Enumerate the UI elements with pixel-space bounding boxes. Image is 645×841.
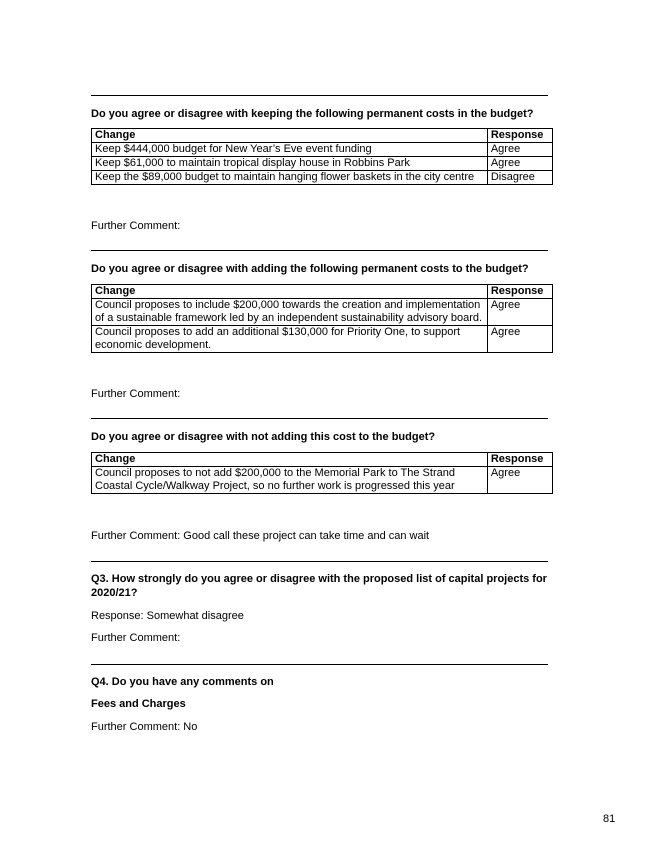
change-cell: Council proposes to include $200,000 towards the creation and implementation of a sustainable framework led by an independent sustainability advisory board. (92, 299, 488, 326)
response-cell: Agree (487, 143, 552, 157)
table-row (92, 157, 553, 171)
section1-comment: Further Comment: (91, 220, 181, 232)
change-cell: Council proposes to not add $200,000 to the Memorial Park to The Strand Coastal Cycle/Walkway Project, so no further work is progressed this year (92, 467, 488, 494)
table-header-row (92, 129, 553, 143)
table-row (92, 171, 553, 185)
section3-table (91, 452, 553, 494)
header-response: Response (487, 129, 552, 143)
divider-rule (91, 95, 548, 96)
response-cell: Agree (487, 467, 552, 494)
q3-question: Q3. How strongly do you agree or disagree with the proposed list of capital projects for 2020/21? (91, 573, 547, 599)
q4-question: Q4. Do you have any comments on (91, 676, 274, 688)
divider-rule (91, 418, 548, 419)
header-response: Response (487, 453, 552, 467)
change-cell: Keep the $89,000 budget to maintain hanging flower baskets in the city centre (92, 171, 488, 185)
table-header-row (92, 453, 553, 467)
header-change: Change (92, 129, 488, 143)
change-cell: Keep $444,000 budget for New Year’s Eve event funding (92, 143, 488, 157)
header-response: Response (487, 285, 552, 299)
response-cell: Agree (487, 326, 552, 353)
header-change: Change (92, 285, 488, 299)
section3-question: Do you agree or disagree with not adding this cost to the budget? (91, 431, 436, 443)
section1-question: Do you agree or disagree with keeping the following permanent costs in the budget? (91, 108, 534, 120)
table-row (92, 467, 553, 494)
response-cell: Agree (487, 299, 552, 326)
section2-comment: Further Comment: (91, 388, 181, 400)
q3-comment: Further Comment: (91, 632, 181, 644)
divider-rule (91, 250, 548, 251)
divider-rule (91, 561, 548, 562)
table-row (92, 143, 553, 157)
response-cell: Disagree (487, 171, 552, 185)
section2-question: Do you agree or disagree with adding the following permanent costs to the budget? (91, 263, 529, 275)
change-cell: Keep $61,000 to maintain tropical display house in Robbins Park (92, 157, 488, 171)
page-number: 81 (603, 813, 616, 825)
response-cell: Agree (487, 157, 552, 171)
table-header-row (92, 285, 553, 299)
header-change: Change (92, 453, 488, 467)
q3-response: Response: Somewhat disagree (91, 610, 244, 622)
section1-table (91, 128, 553, 185)
change-cell: Council proposes to add an additional $130,000 for Priority One, to support economic development. (92, 326, 488, 353)
section2-table (91, 284, 553, 353)
divider-rule (91, 664, 548, 665)
q4-comment: Further Comment: No (91, 721, 198, 733)
q4-subheading: Fees and Charges (91, 698, 186, 710)
section3-comment: Further Comment: Good call these project can take time and can wait (91, 530, 430, 542)
table-row (92, 299, 553, 326)
table-row (92, 326, 553, 353)
